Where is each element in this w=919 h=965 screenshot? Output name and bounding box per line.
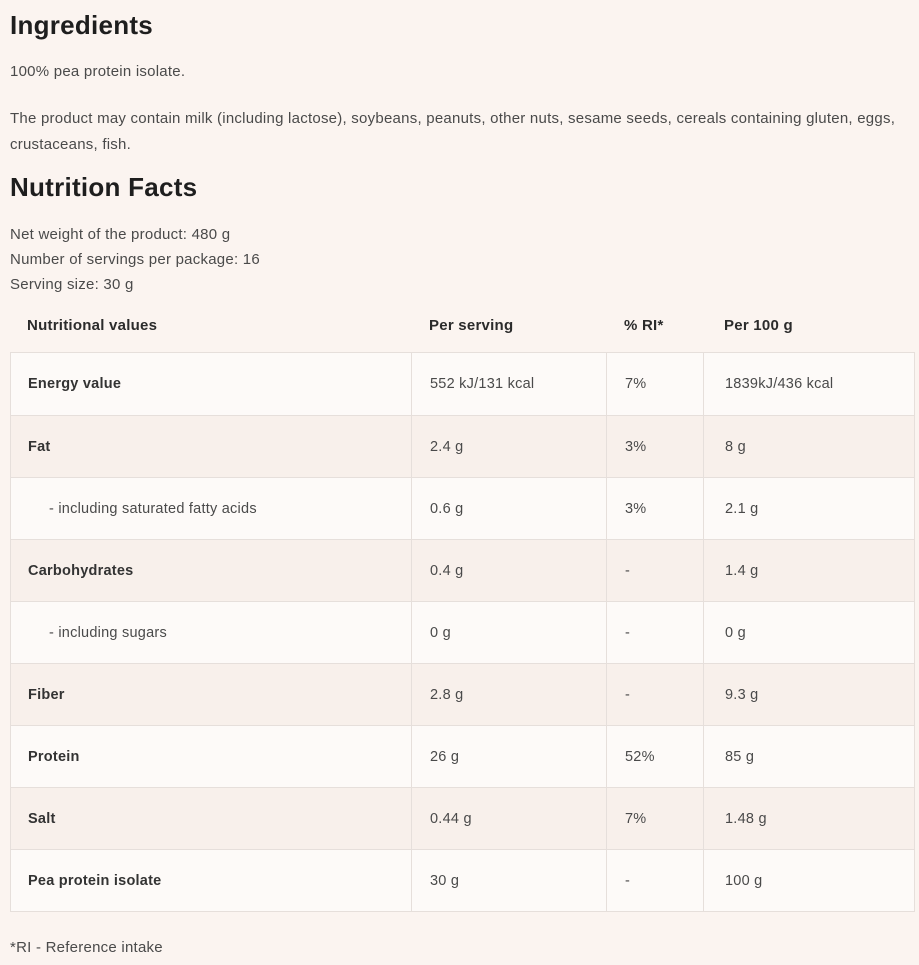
- header-percent-ri: % RI*: [624, 316, 664, 334]
- table-row: [11, 477, 914, 539]
- ingredients-composition-text: 100% pea protein isolate.: [10, 63, 186, 80]
- header-per-serving: Per serving: [429, 316, 514, 334]
- row-label: Protein: [28, 748, 80, 765]
- row-label: Fat: [28, 438, 51, 455]
- table-row: [11, 663, 914, 725]
- table-row: [11, 415, 914, 477]
- row-per-100g-value: 1839kJ/436 kcal: [703, 353, 914, 415]
- table-row: [11, 601, 914, 663]
- header-nutritional-values: Nutritional values: [27, 316, 158, 334]
- row-label: - including saturated fatty acids: [49, 500, 257, 517]
- row-label: Energy value: [28, 376, 122, 392]
- row-label: Pea protein isolate: [28, 872, 162, 889]
- nutrition-table: [10, 305, 915, 912]
- row-ri-value: -: [606, 664, 703, 725]
- table-row: [11, 849, 914, 911]
- product-details-section: [0, 10, 919, 958]
- header-per-100g: Per 100 g: [724, 316, 793, 334]
- row-per-serving-value: 552 kJ/131 kcal: [411, 353, 606, 415]
- nutrition-table-header-row: [10, 305, 915, 345]
- row-ri-value: 3%: [606, 416, 703, 477]
- row-per-serving-value: 0 g: [411, 602, 606, 663]
- row-per-serving-value: 0.44 g: [411, 788, 606, 849]
- table-row: [11, 539, 914, 601]
- row-per-100g-value: 8 g: [703, 416, 914, 477]
- row-per-100g-value: 1.4 g: [703, 540, 914, 601]
- row-label: Fiber: [28, 686, 65, 703]
- allergen-note-text: The product may contain milk (including lactose), soybeans, peanuts, other nuts, sesame seeds, cereals containing gluten, eggs, crustaceans, fish.: [10, 110, 896, 153]
- table-row: [11, 353, 914, 415]
- row-ri-value: -: [606, 602, 703, 663]
- row-ri-value: 3%: [606, 478, 703, 539]
- row-per-serving-value: 30 g: [411, 850, 606, 911]
- row-ri-value: -: [606, 850, 703, 911]
- row-ri-value: 7%: [606, 788, 703, 849]
- table-row: [11, 725, 914, 787]
- servings-per-package-text: Number of servings per package: 16: [10, 251, 260, 268]
- row-per-100g-value: 9.3 g: [703, 664, 914, 725]
- row-per-100g-value: 85 g: [703, 726, 914, 787]
- row-per-100g-value: 2.1 g: [703, 478, 914, 539]
- row-per-serving-value: 2.8 g: [411, 664, 606, 725]
- row-per-100g-value: 100 g: [703, 850, 914, 911]
- row-label: - including sugars: [49, 624, 167, 641]
- row-label: Carbohydrates: [28, 562, 134, 579]
- package-info-block: [10, 222, 913, 297]
- ingredients-heading: Ingredients: [10, 10, 153, 40]
- reference-intake-footnote: *RI - Reference intake: [10, 939, 163, 956]
- net-weight-text: Net weight of the product: 480 g: [10, 226, 231, 243]
- row-per-serving-value: 2.4 g: [411, 416, 606, 477]
- nutrition-facts-heading: Nutrition Facts: [10, 172, 198, 202]
- row-per-serving-value: 0.4 g: [411, 540, 606, 601]
- row-ri-value: 7%: [606, 353, 703, 415]
- row-ri-value: 52%: [606, 726, 703, 787]
- nutrition-table-body: [10, 352, 915, 912]
- row-per-serving-value: 26 g: [411, 726, 606, 787]
- row-per-100g-value: 1.48 g: [703, 788, 914, 849]
- serving-size-text: Serving size: 30 g: [10, 276, 134, 293]
- row-label: Salt: [28, 810, 56, 827]
- row-per-serving-value: 0.6 g: [411, 478, 606, 539]
- row-ri-value: -: [606, 540, 703, 601]
- table-row: [11, 787, 914, 849]
- row-per-100g-value: 0 g: [703, 602, 914, 663]
